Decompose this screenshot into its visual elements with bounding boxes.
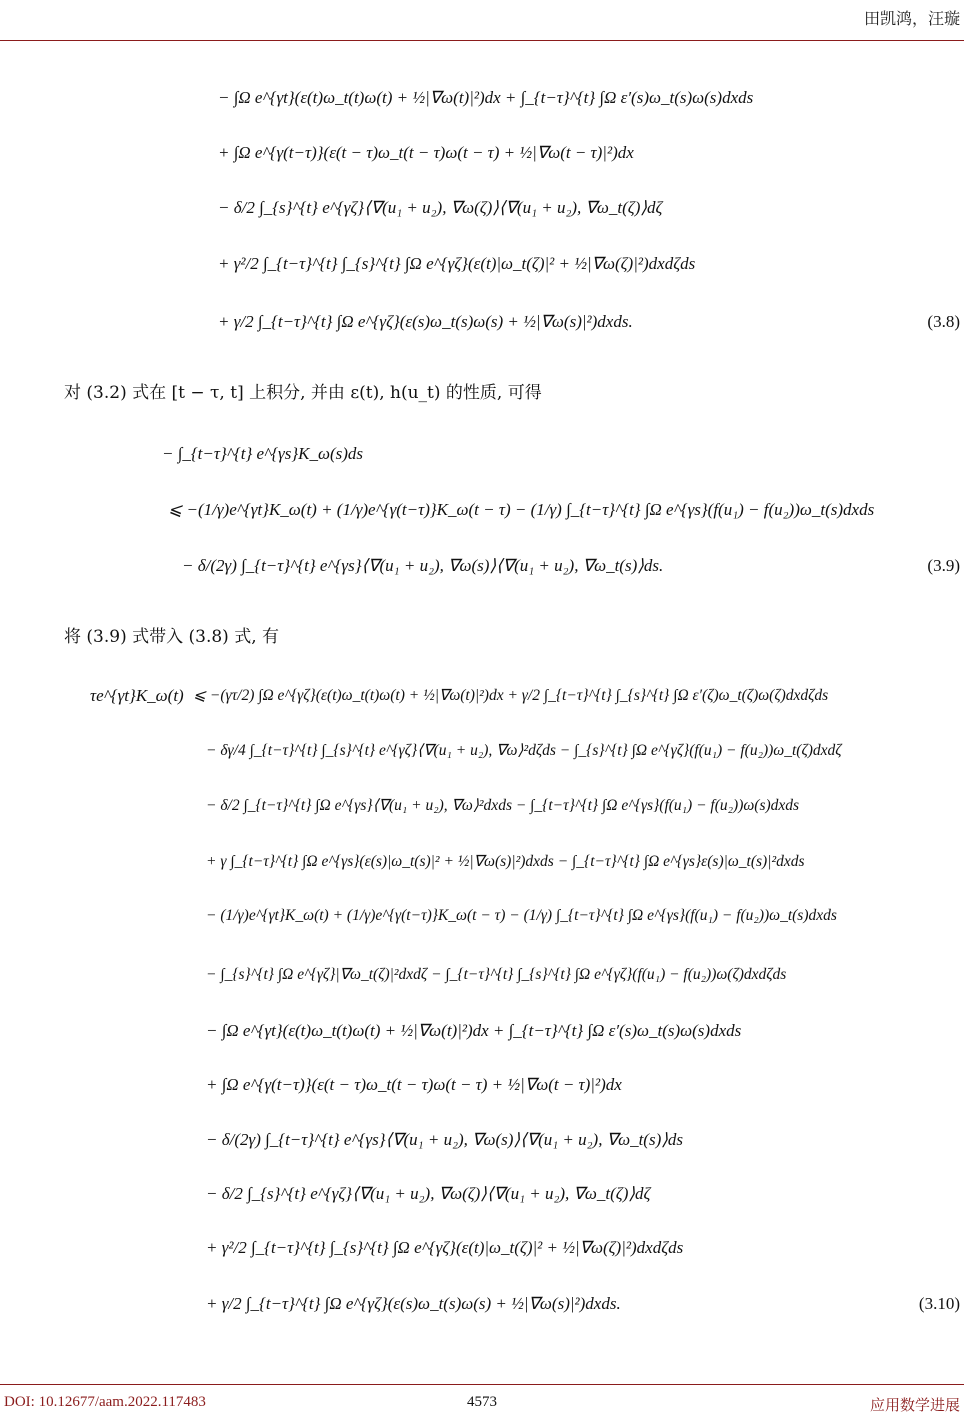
equation-line: + ∫Ω e^{γ(t−τ)}(ε(t − τ)ω_t(t − τ)ω(t − τ) + ½|∇ω(t − τ)|²)dx: [218, 143, 634, 162]
footer-rule: [0, 1384, 964, 1385]
equation-line: − δ/2 ∫_{s}^{t} e^{γζ}⟨∇(u₁ + u₂), ∇ω(ζ)⟩⟨∇(u₁ + u₂), ∇ω_t(ζ)⟩dζ: [206, 1184, 651, 1203]
equation-line: − δ/(2γ) ∫_{t−τ}^{t} e^{γs}⟨∇(u₁ + u₂), ∇ω(s)⟩⟨∇(u₁ + u₂), ∇ω_t(s)⟩ds: [206, 1130, 683, 1149]
paragraph: 将 (3.9) 式带入 (3.8) 式, 有: [64, 627, 280, 647]
header-rule: [0, 40, 964, 41]
equation-line: − δγ/4 ∫_{t−τ}^{t} ∫_{s}^{t} e^{γζ}⟨∇(u₁ + u₂), ∇ω⟩²dζds − ∫_{s}^{t} ∫Ω e^{γζ}(f(u₁) − f(u₂))ω_t(ζ)dxdζ: [206, 742, 842, 759]
equation-line: + γ ∫_{t−τ}^{t} ∫Ω e^{γs}(ε(s)|ω_t(s)|² + ½|∇ω(s)|²)dxds − ∫_{t−τ}^{t} ∫Ω e^{γs}ε(s)|ω_t(s)|²dxds: [206, 853, 805, 870]
equation-line: − δ/(2γ) ∫_{t−τ}^{t} e^{γs}⟨∇(u₁ + u₂), ∇ω(s)⟩⟨∇(u₁ + u₂), ∇ω_t(s)⟩ds.: [182, 556, 664, 575]
equation-line: + γ²/2 ∫_{t−τ}^{t} ∫_{s}^{t} ∫Ω e^{γζ}(ε(t)|ω_t(ζ)|² + ½|∇ω(ζ)|²)dxdζds: [218, 254, 696, 273]
equation-line: + γ/2 ∫_{t−τ}^{t} ∫Ω e^{γζ}(ε(s)ω_t(s)ω(s) + ½|∇ω(s)|²)dxds.: [218, 312, 633, 331]
paragraph: 对 (3.2) 式在 [t − τ, t] 上积分, 并由 ε(t), h(u_t) 的性质, 可得: [64, 383, 542, 403]
footer-doi: DOI: 10.12677/aam.2022.117483: [4, 1394, 206, 1410]
equation-number: (3.9): [927, 556, 960, 575]
equation-line: − ∫Ω e^{γt}(ε(t)ω_t(t)ω(t) + ½|∇ω(t)|²)dx + ∫_{t−τ}^{t} ∫Ω ε′(s)ω_t(s)ω(s)dxds: [206, 1021, 742, 1040]
equation-line: ⩽ −(1/γ)e^{γt}K_ω(t) + (1/γ)e^{γ(t−τ)}K_ω(t − τ) − (1/γ) ∫_{t−τ}^{t} ∫Ω e^{γs}(f(u₁) − f(u₂))ω_t(s)dxds: [168, 500, 875, 519]
equation-line: − δ/2 ∫_{s}^{t} e^{γζ}⟨∇(u₁ + u₂), ∇ω(ζ)⟩⟨∇(u₁ + u₂), ∇ω_t(ζ)⟩dζ: [218, 198, 663, 217]
equation-line: ⩽ −(γτ/2) ∫Ω e^{γζ}(ε(t)ω_t(t)ω(t) + ½|∇ω(t)|²)dx + γ/2 ∫_{t−τ}^{t} ∫_{s}^{t} ∫Ω ε′(ζ)ω_t(ζ)ω(ζ)dxdζds: [193, 687, 829, 704]
equation-line: + ∫Ω e^{γ(t−τ)}(ε(t − τ)ω_t(t − τ)ω(t − τ) + ½|∇ω(t − τ)|²)dx: [206, 1075, 622, 1094]
page-number: 4573: [467, 1394, 497, 1410]
footer-journal-name: 应用数学进展: [869, 1396, 960, 1414]
equation-line: − ∫Ω e^{γt}(ε(t)ω_t(t)ω(t) + ½|∇ω(t)|²)dx + ∫_{t−τ}^{t} ∫Ω ε′(s)ω_t(s)ω(s)dxds: [218, 88, 754, 107]
running-header-authors: 田凯鸿，汪璇: [863, 9, 960, 28]
equation-lhs: τe^{γt}K_ω(t): [90, 686, 184, 705]
equation-line: − (1/γ)e^{γt}K_ω(t) + (1/γ)e^{γ(t−τ)}K_ω(t − τ) − (1/γ) ∫_{t−τ}^{t} ∫Ω e^{γs}(f(u₁) − f(u₂))ω_t(s)dxds: [206, 907, 837, 924]
equation-line: + γ²/2 ∫_{t−τ}^{t} ∫_{s}^{t} ∫Ω e^{γζ}(ε(t)|ω_t(ζ)|² + ½|∇ω(ζ)|²)dxdζds: [206, 1238, 684, 1257]
equation-number: (3.8): [927, 312, 960, 331]
equation-line: + γ/2 ∫_{t−τ}^{t} ∫Ω e^{γζ}(ε(s)ω_t(s)ω(s) + ½|∇ω(s)|²)dxds.: [206, 1294, 621, 1313]
equation-line: − ∫_{t−τ}^{t} e^{γs}K_ω(s)ds: [162, 444, 364, 463]
equation-line: − δ/2 ∫_{t−τ}^{t} ∫Ω e^{γs}⟨∇(u₁ + u₂), ∇ω⟩²dxds − ∫_{t−τ}^{t} ∫Ω e^{γs}(f(u₁) − f(u₂))ω(s)dxds: [206, 797, 800, 814]
equation-line: − ∫_{s}^{t} ∫Ω e^{γζ}|∇ω_t(ζ)|²dxdζ − ∫_{t−τ}^{t} ∫_{s}^{t} ∫Ω e^{γζ}(f(u₁) − f(u₂))ω(ζ)dxdζds: [206, 966, 787, 983]
equation-number: (3.10): [918, 1294, 960, 1313]
